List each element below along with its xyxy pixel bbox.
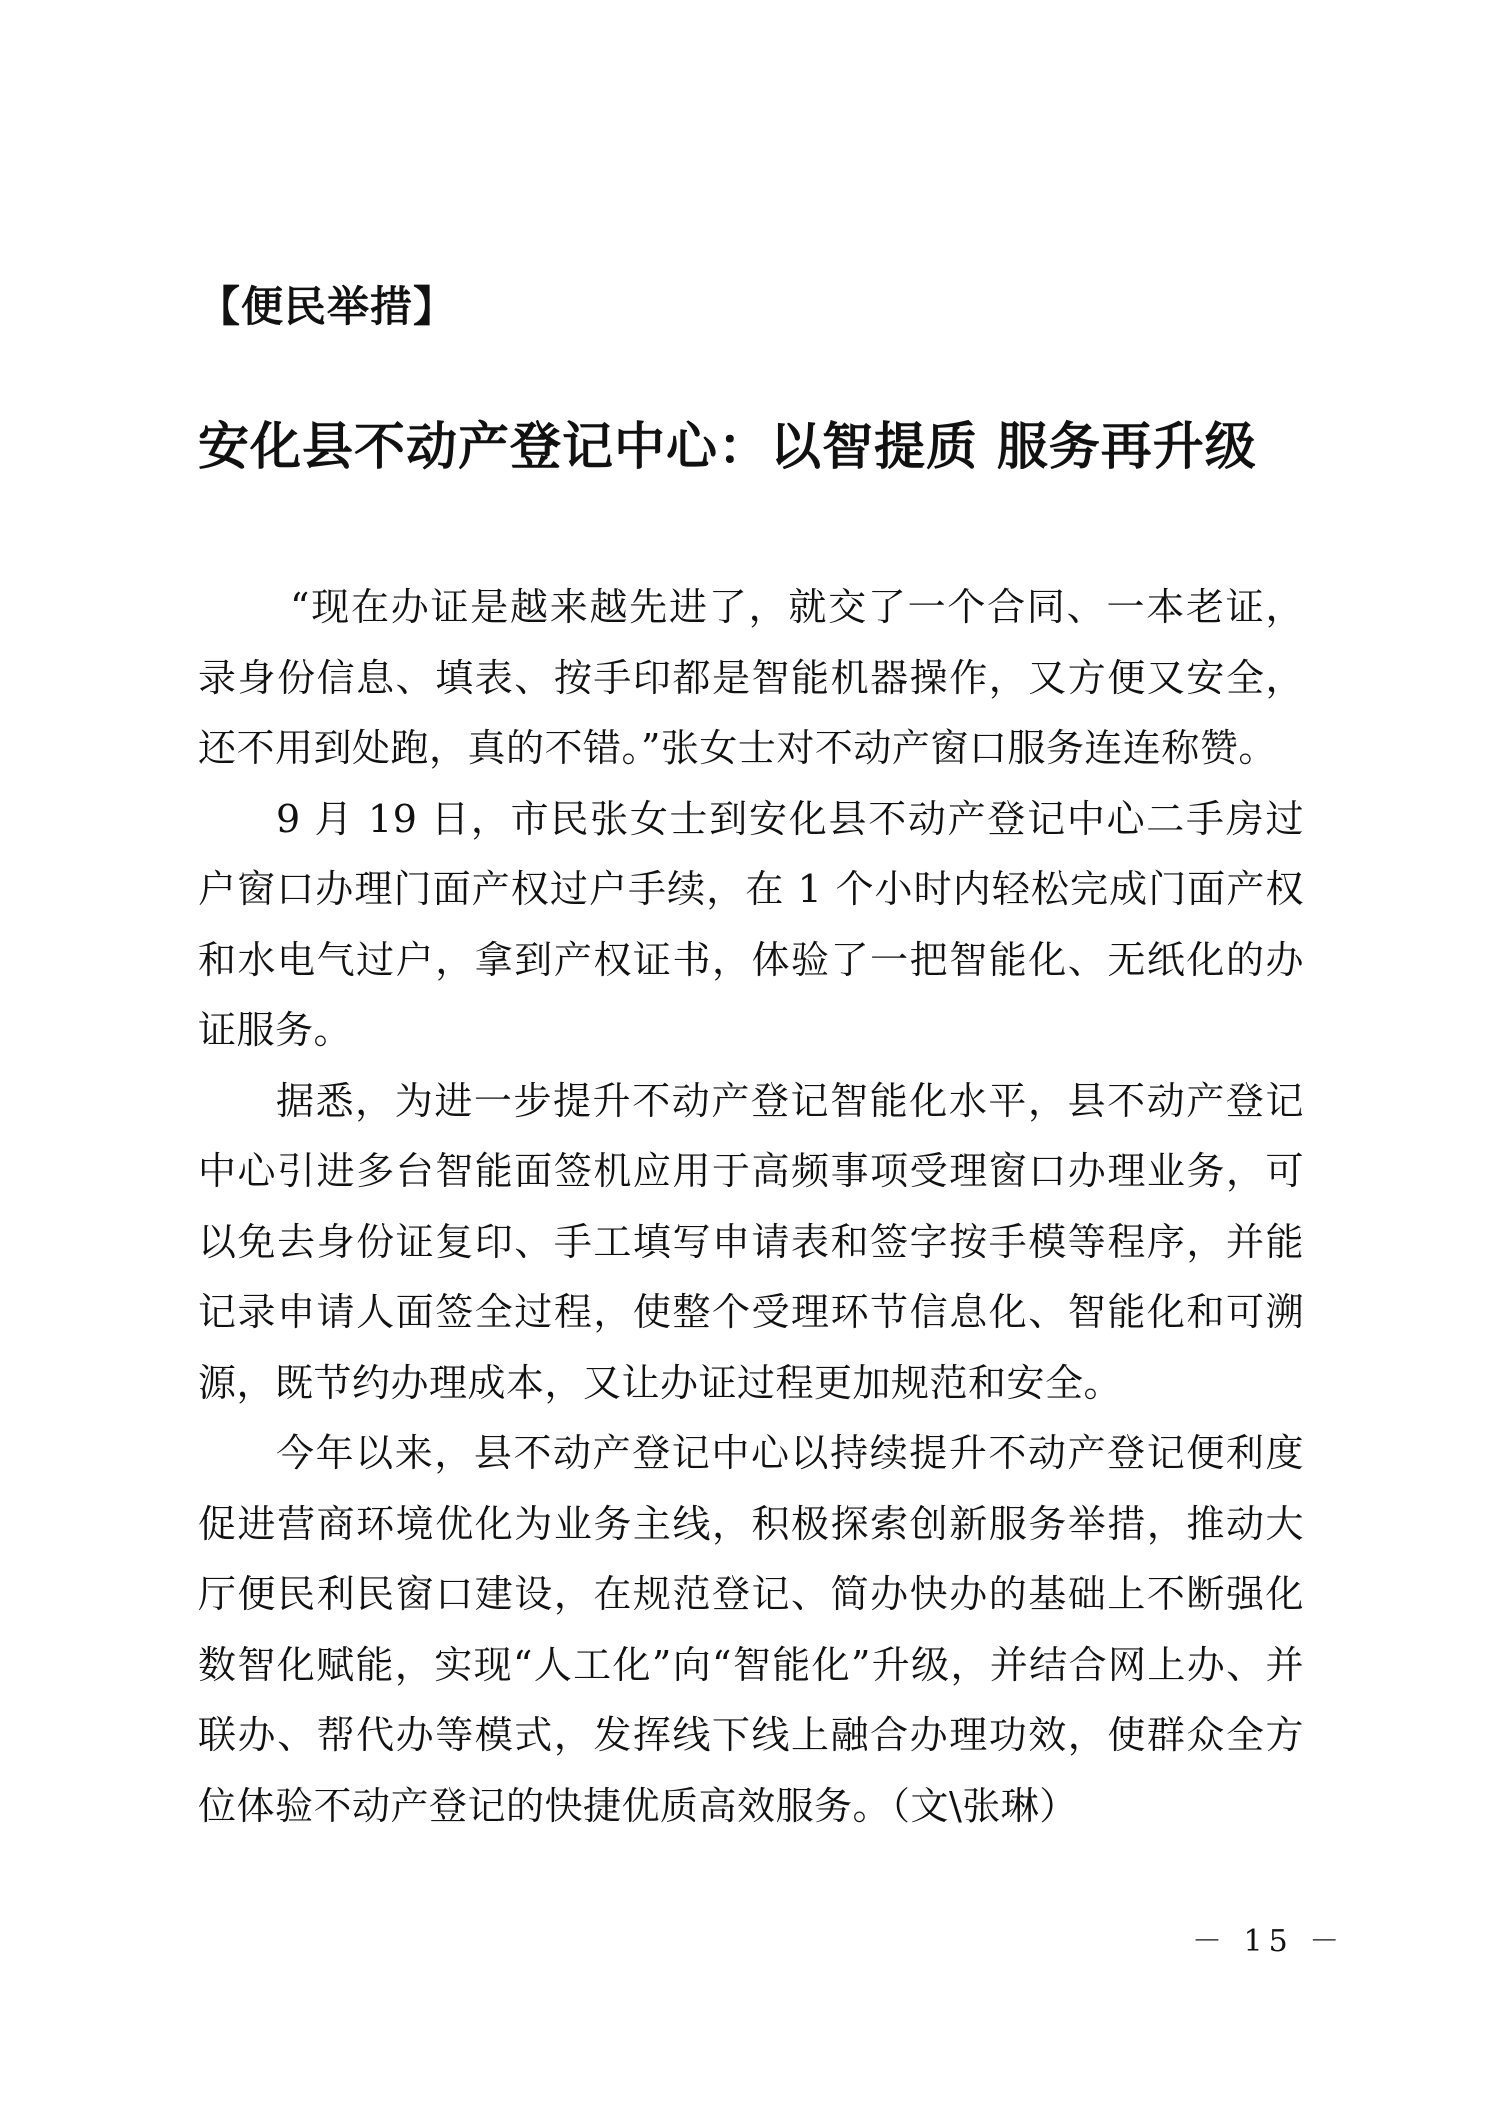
paragraph: “现在办证是越来越先进了，就交了一个合同、一本老证，录身份信息、填表、按手印都是智能机器操作，又方便又安全，还不用到处跑，真的不错。”张女士对不动产窗口服务连连称赞。 xyxy=(198,585,1304,770)
paragraph: 9 月 19 日，市民张女士到安化县不动产登记中心二手房过户窗口办理门面产权过户手续，在 1 个小时内轻松完成门面产权和水电气过户，拿到产权证书，体验了一把智能化、无纸化的办证服务。 xyxy=(198,796,1304,1052)
paragraph: 今年以来，县不动产登记中心以持续提升不动产登记便利度促进营商环境优化为业务主线，积极探索创新服务举措，推动大厅便民利民窗口建设，在规范登记、简办快办的基础上不断强化数智化赋能，实现“人工化”向“智能化”升级，并结合网上办、并联办、帮代办等模式，发挥线下线上融合办理功效，使群众全方位体验不动产登记的快捷优质高效服务。（文\张琳） xyxy=(198,1431,1304,1828)
paragraph: 据悉，为进一步提升不动产登记智能化水平，县不动产登记中心引进多台智能面签机应用于高频事项受理窗口办理业务，可以免去身份证复印、手工填写申请表和签字按手模等程序，并能记录申请人面签全过程，使整个受理环节信息化、智能化和可溯源，既节约办理成本，又让办证过程更加规范和安全。 xyxy=(198,1078,1304,1405)
article-title: 安化县不动产登记中心：以智提质 服务再升级 xyxy=(198,417,1257,477)
page-number: － 15 － xyxy=(1192,1924,1346,1959)
section-tag: 【便民举措】 xyxy=(198,282,457,331)
article-body xyxy=(198,572,1304,1841)
